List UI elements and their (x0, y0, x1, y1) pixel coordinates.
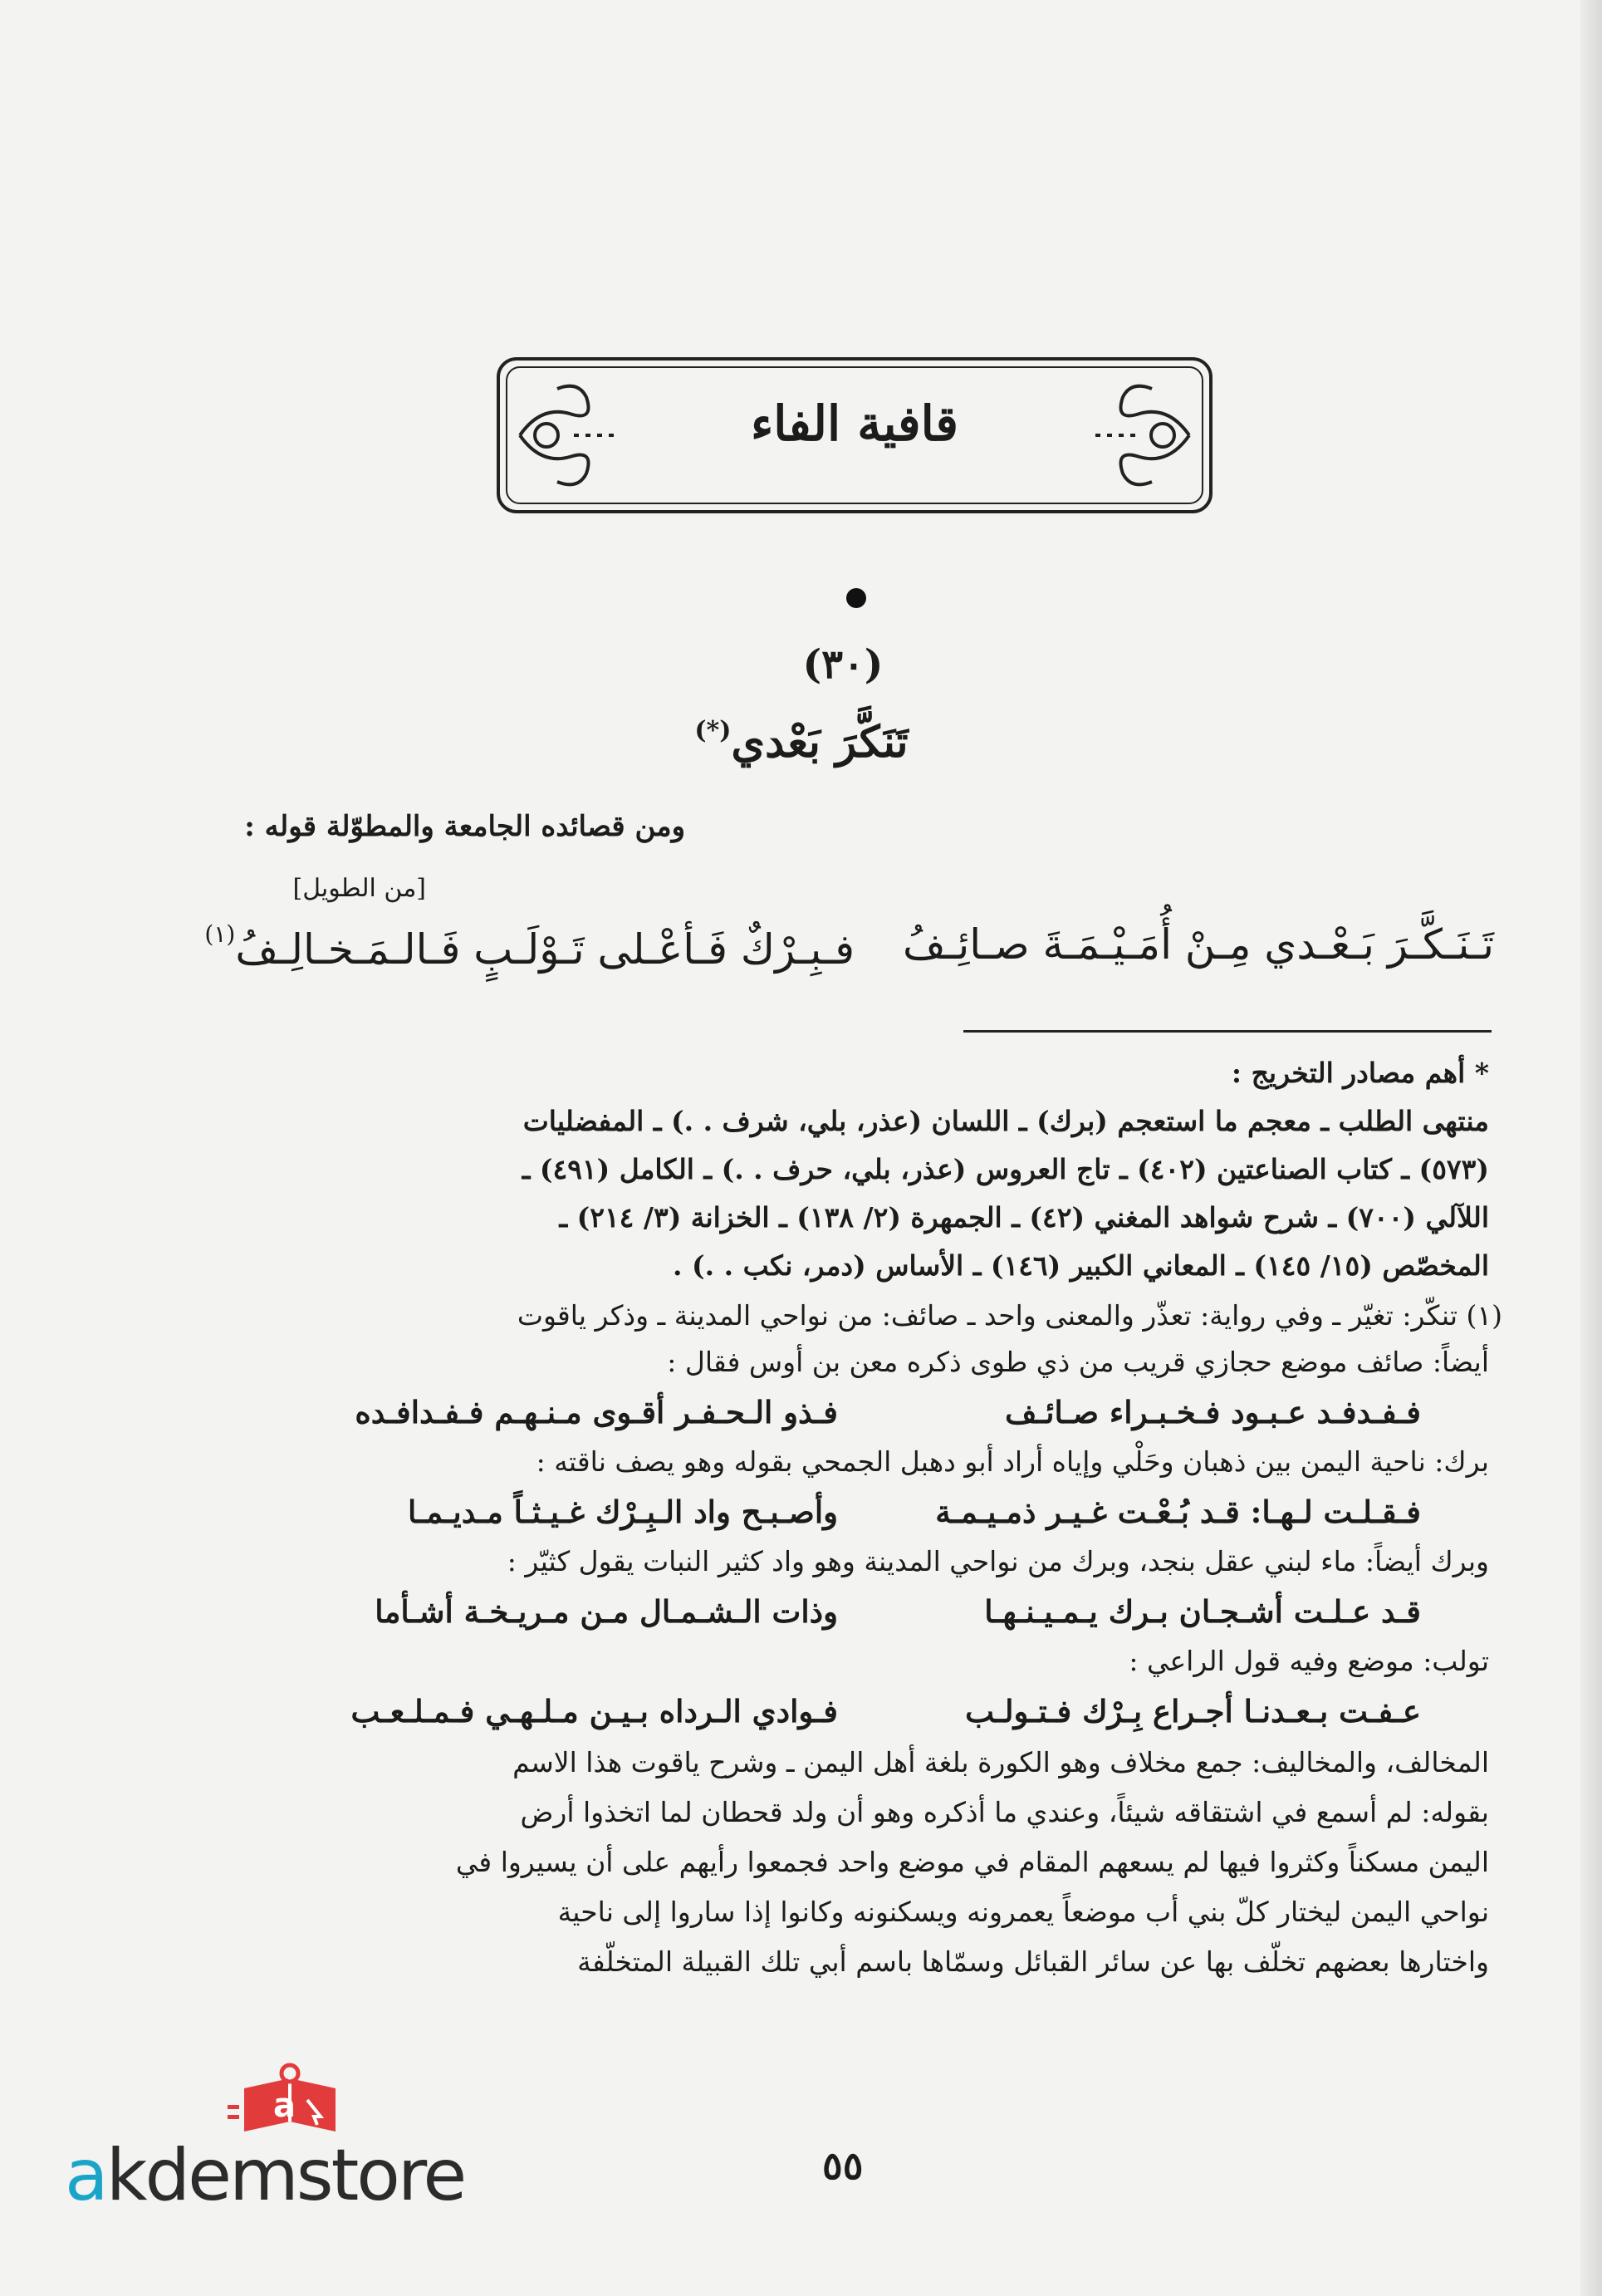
quote-second-half: وأصـبـح واد الـبِـرْك غـيـثـاً مـديـمـا (408, 1494, 838, 1530)
section-dot (846, 588, 866, 608)
page-number: ٥٥ (822, 2143, 864, 2188)
verse-second-half-text: فـبِـرْكٌ فَـأعْـلى تَـوْلَـبٍ فَـالـمَـخـالِـفُ (235, 925, 855, 974)
sources-line: المخصّص (١٥/ ١٤٥) ـ المعاني الكبير (١٤٦) ـ الأساس (دمر، نكب . .) . (673, 1249, 1489, 1282)
note-line: نواحي اليمن ليختار كلّ بني أب موضعاً يعمرونه ويسكنونه وكانوا إذا ساروا إلى ناحية (557, 1896, 1489, 1928)
quote-second-half: وذات الـشـمـال مـن مـريـخـة أشـأما (375, 1593, 838, 1630)
note-line: (١) تنكّر: تغيّر ـ وفي رواية: تعذّر والمعنى واحد ـ صائف: من نواحي المدينة ـ وذكر ياقوت (517, 1299, 1502, 1332)
footnote-separator (963, 1030, 1492, 1033)
footnote-mark: (١) (204, 920, 236, 948)
sources-line: منتهى الطلب ـ معجم ما استعجم (برك) ـ اللسان (عذر، بلي، شرف . .) ـ المفضليات (522, 1105, 1489, 1137)
poem-title-mark: (*) (694, 716, 732, 745)
poem-number: (٣٠) (802, 641, 884, 688)
note-line: اليمن مسكناً وكثروا فيها لم يسعهم المقام في موضع واحد فجمعوا رأيهم على أن يسيروا في (455, 1846, 1489, 1878)
note-line: بقوله: لم أسمع في اشتقاقه شيئاً، وعندي ما أذكره وهو أن ولد قحطان لما اتخذوا أرض (520, 1796, 1489, 1828)
note-line: واختارها بعضهم تخلّف بها عن سائر القبائل وسمّاها باسم أبي تلك القبيلة المتخلّفة (577, 1945, 1489, 1978)
watermark-brand-rest: kdemstore (105, 2134, 465, 2217)
quote-first-half: فـقـلـت لـهـا: قـد بُـعْـت غـيـر ذمـيـمـة (935, 1494, 1421, 1530)
verse-first-half: تَـنَـكَّـرَ بَـعْـدي مِـنْ أُمَـيْـمَـةَ صـائِـفُ (902, 920, 1494, 969)
quote-first-half: فـفـدفـد عـبـود فـخـبـراء صـائـف (1005, 1394, 1421, 1430)
quote-first-half: قـد عـلـت أشـجـان بـرك يـمـيـنـهـا (984, 1593, 1421, 1630)
book-cart-icon (228, 2055, 352, 2138)
chapter-title: قافية الفاء (751, 395, 958, 452)
svg-text:a: a (273, 2087, 296, 2125)
note-line: تولب: موضع وفيه قول الراعي : (1129, 1645, 1489, 1677)
quote-first-half: عـفـت بـعـدنـا أجـراع بِـرْك فـتـولـب (965, 1693, 1421, 1729)
note-line: المخالف، والمخاليف: جمع مخلاف وهو الكورة بلغة أهل اليمن ـ وشرح ياقوت هذا الاسم (512, 1746, 1489, 1778)
watermark-text (65, 2134, 464, 2217)
quote-second-half: فـذو الـحـفـر أقـوى مـنـهـم فـفـدافـده (355, 1394, 838, 1430)
note-line: برك: ناحية اليمن بين ذهبان وحَلْي وإياه أراد أبو دهبل الجمحي بقوله وهو يصف ناقته : (536, 1445, 1489, 1478)
note-line: وبرك أيضاً: ماء لبني عقل بنجد، وبرك من نواحي المدينة وهو واد كثير النبات يقول كثيّر : (507, 1545, 1489, 1577)
meter-label: [من الطويل] (292, 874, 426, 903)
quote-second-half: فـوادي الـرداه بـيـن مـلـهـي فـمـلـعـب (350, 1693, 838, 1729)
page-edge-shadow (1580, 0, 1602, 2296)
note-line: أيضاً: صائف موضع حجازي قريب من ذي طوى ذكره معن بن أوس فقال : (667, 1346, 1489, 1378)
chapter-title-frame (495, 356, 1214, 515)
watermark-logo (65, 2055, 513, 2221)
poem-title-text: تَنَكَّرَ بَعْدي (731, 717, 909, 768)
verse-second-half (204, 920, 855, 974)
watermark-brand-a: a (65, 2134, 106, 2217)
poem-title (581, 716, 1021, 768)
intro-line: ومن قصائده الجامعة والمطوّلة قوله : (244, 810, 685, 843)
sources-heading: * أهم مصادر التخريج : (1231, 1057, 1489, 1089)
sources-line: اللآلي (٧٠٠) ـ شرح شواهد المغني (٤٢) ـ الجمهرة (٢/ ١٣٨) ـ الخزانة (٣/ ٢١٤) ـ (559, 1201, 1489, 1234)
sources-line: (٥٧٣) ـ كتاب الصناعتين (٤٠٢) ـ تاج العروس (عذر، بلي، حرف . .) ـ الكامل (٤٩١) ـ (522, 1153, 1489, 1185)
